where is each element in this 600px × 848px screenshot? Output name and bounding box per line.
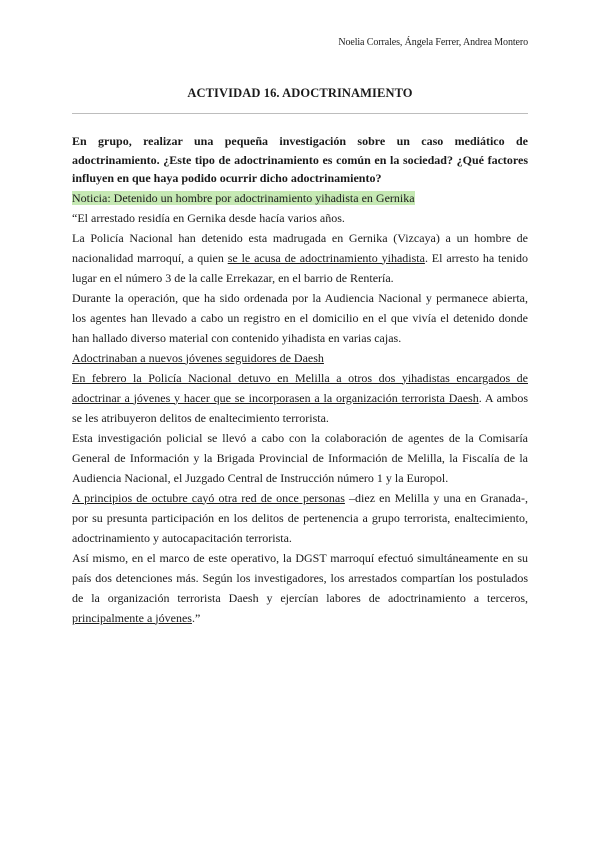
paragraph-7-link[interactable]: principalmente a jóvenes (72, 610, 192, 625)
news-label (72, 188, 528, 208)
article-subheading[interactable]: Adoctrinaban a nuevos jóvenes seguidores de Daesh (72, 350, 324, 365)
article-paragraph-1: “El arrestado residía en Gernika desde hacía varios años. (72, 210, 345, 225)
task-statement: En grupo, realizar una pequeña investigación sobre un caso mediático de adoctrinamiento. ¿Este tipo de adoctrinamiento es común en la sociedad? ¿Qué factores influyen en que haya podido ocurrir dicho adoctrinamiento? (72, 134, 528, 185)
title-divider (72, 113, 528, 114)
article-paragraph-3: Durante la operación, que ha sido ordenada por la Audiencia Nacional y permanece abierta, los agentes han llevado a cabo un registro en el domicilio en el que vivía el detenido donde han hallado diverso material con contenido yihadista en varias cajas. (72, 290, 528, 345)
header-authors: Noelia Corrales, Ángela Ferrer, Andrea Montero (338, 37, 528, 48)
paragraph-4-link[interactable]: En febrero la Policía Nacional detuvo en Melilla a otros dos yihadistas encargados de adoctrinar a jóvenes y hacer que se incorporasen a la organización terrorista Daesh (72, 370, 528, 405)
document-body (72, 132, 528, 628)
article-paragraph-5: Esta investigación policial se llevó a cabo con la colaboración de agentes de la Comisaría General de Información y la Brigada Provincial de Información de Melilla, la Fiscalía de la Audiencia Nacional, el Juzgado Central de Instrucción número 1 y la Europol. (72, 430, 528, 485)
news-label-text: Noticia: Detenido un hombre por adoctrinamiento yihadista en Gernika (72, 190, 415, 205)
article-paragraph-7 (72, 548, 528, 628)
page-title: ACTIVIDAD 16. ADOCTRINAMIENTO (187, 86, 413, 100)
paragraph-4-text-b: . A ambos se les atribuyeron delitos de enaltecimiento terrorista. (72, 390, 529, 425)
article-paragraph-6 (72, 488, 528, 548)
paragraph-2-text-b: . El arresto ha tenido lugar en el número 3 de la calle Errekazar, en el barrio de Rentería. (72, 250, 528, 285)
paragraph-2-link[interactable]: se le acusa de adoctrinamiento yihadista (227, 250, 425, 265)
paragraph-7-text-b: .” (191, 610, 201, 625)
paragraph-6-text-b: –diez en Melilla y una en Granada-, por su presunta participación en los delitos de pertenencia a grupo terrorista, enaltecimiento, adoctrinamiento y autocapacitación terrorista. (72, 490, 528, 545)
paragraph-7-text-a: Así mismo, en el marco de este operativo, la DGST marroquí efectuó simultáneamente en su país dos detenciones más. Según los investigadores, los arrestados compartían los postulados de la organización terrorista Daesh y ejercían labores de adoctrinamiento a terceros, (72, 550, 528, 605)
article-paragraph-4 (72, 368, 528, 428)
article-paragraph-2 (72, 228, 528, 288)
paragraph-6-link[interactable]: A principios de octubre cayó otra red de once personas (72, 490, 345, 505)
paragraph-2-text-a: La Policía Nacional han detenido esta madrugada en Gernika (Vizcaya) a un hombre de nacionalidad marroquí, a quien (72, 230, 528, 265)
